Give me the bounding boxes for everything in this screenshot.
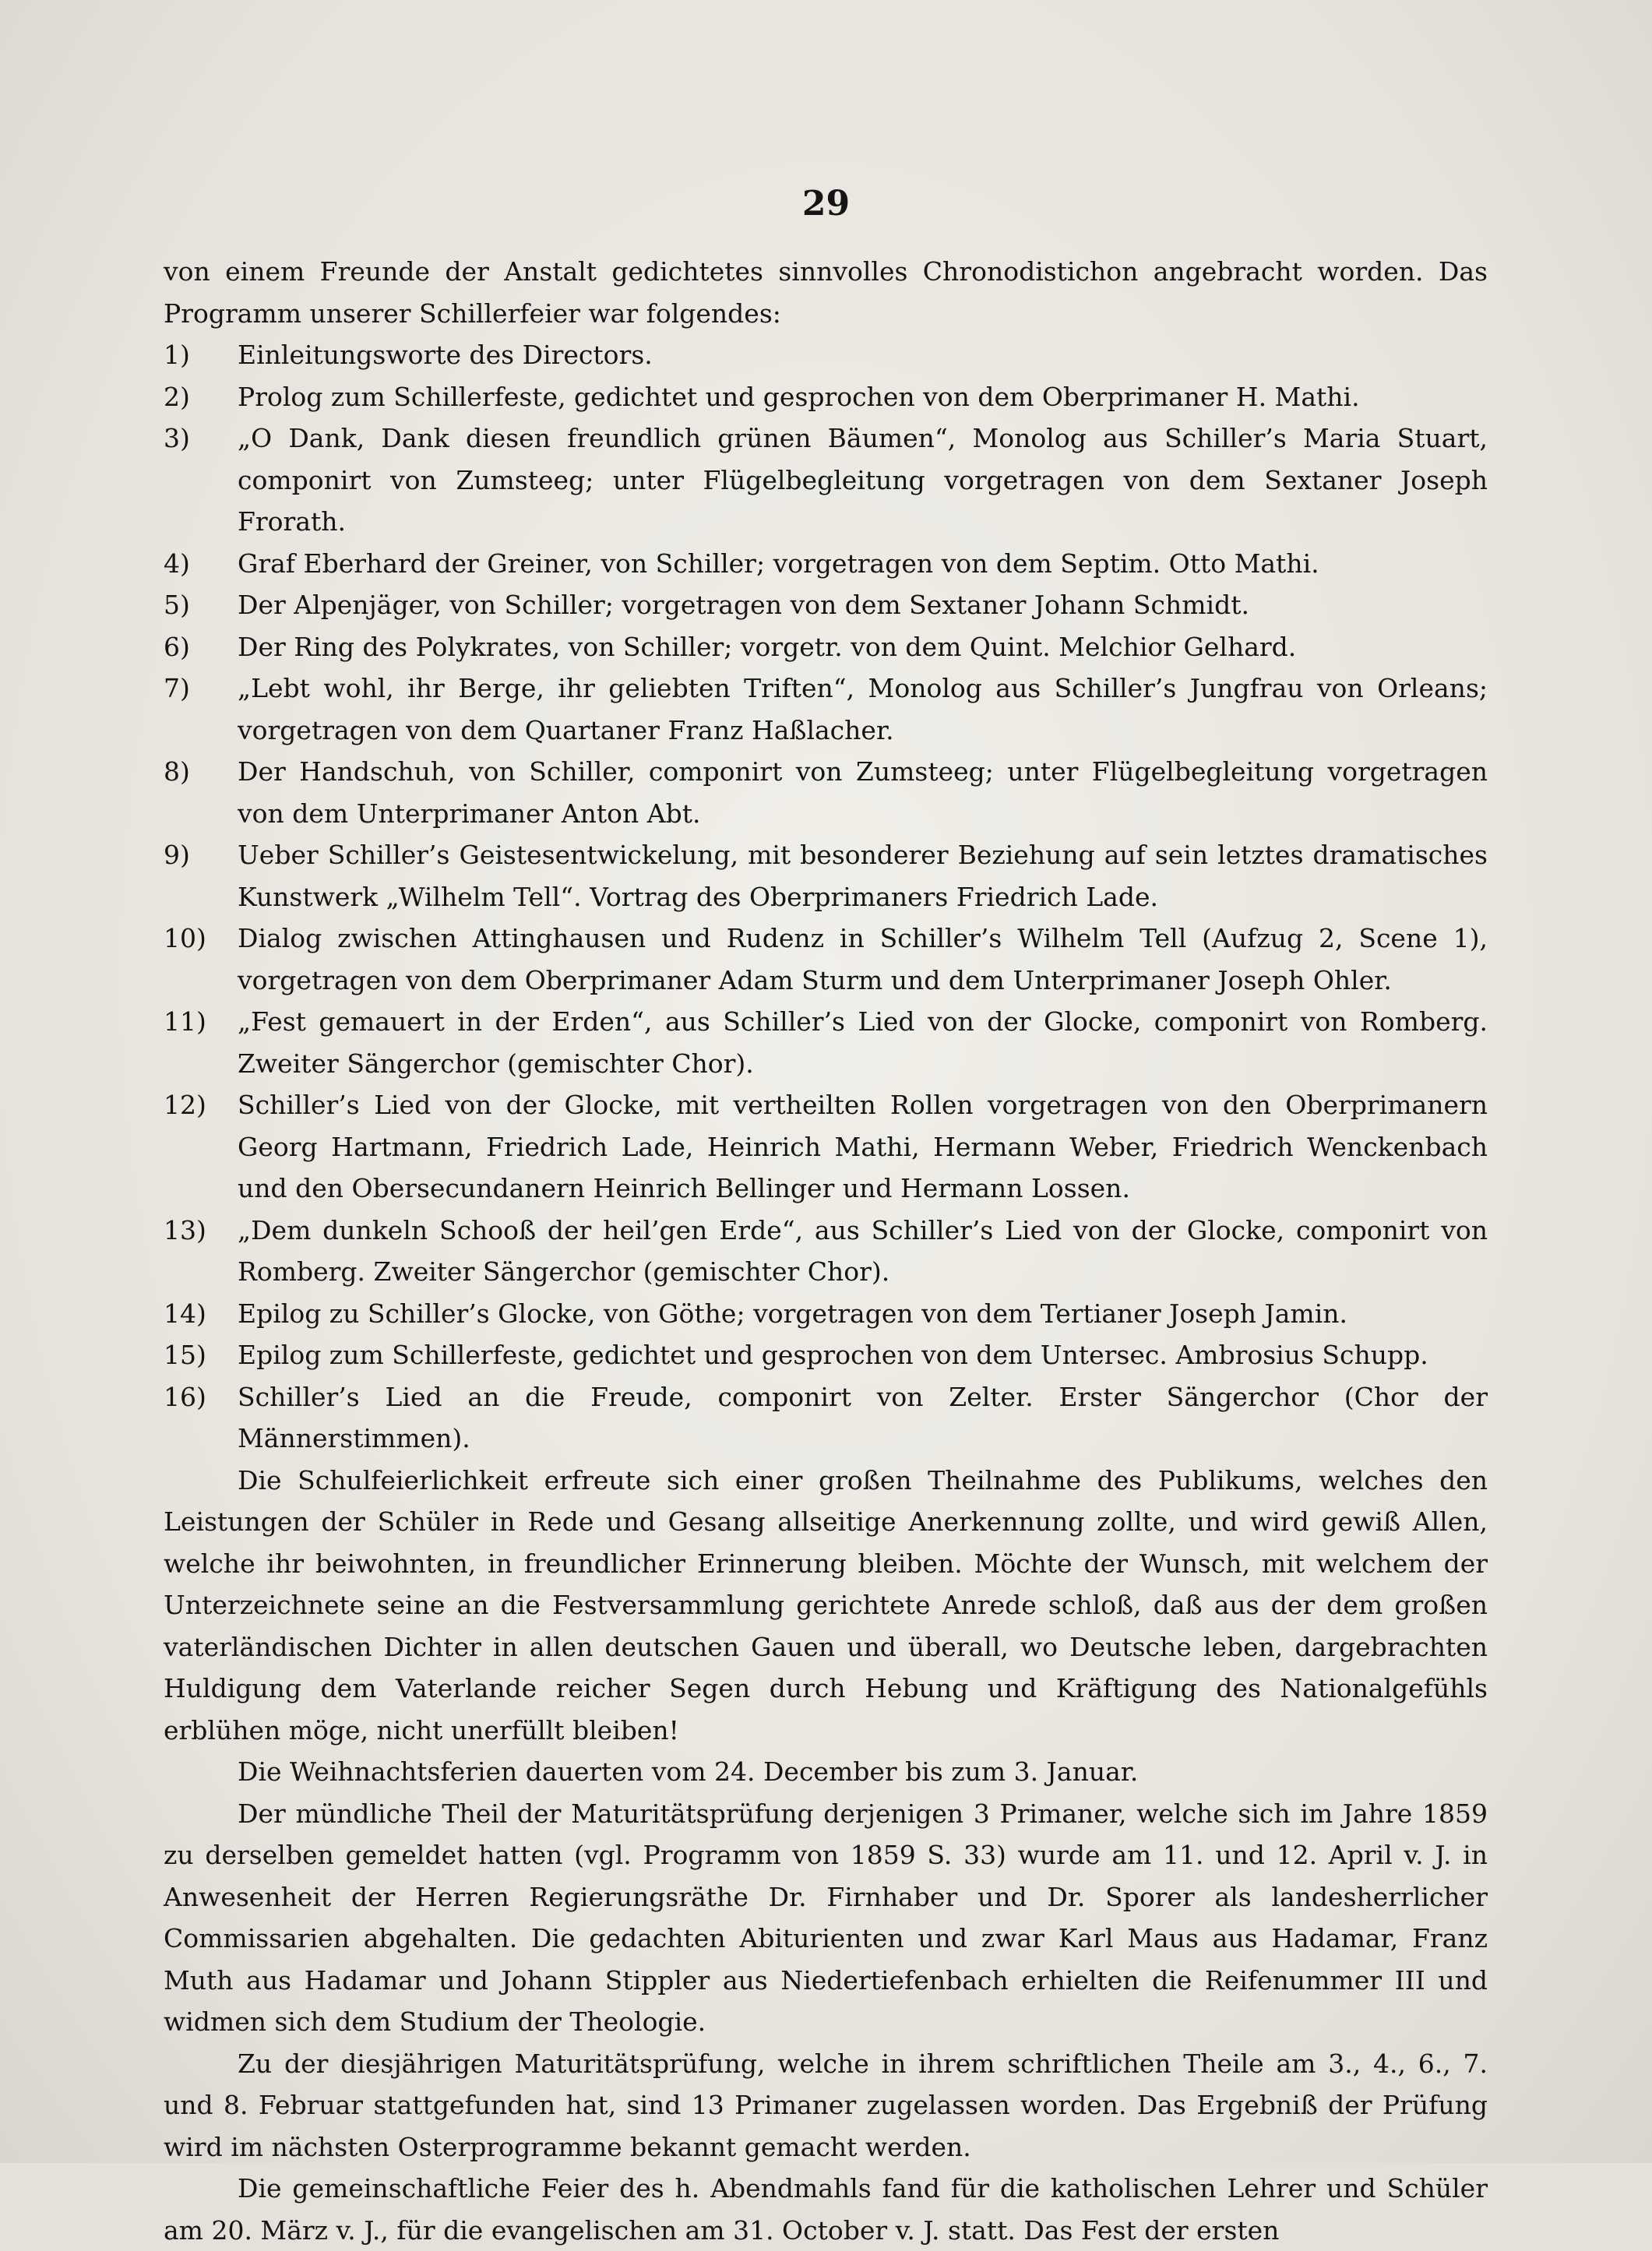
program-item-number: 7) [164,673,190,703]
program-item [164,918,1488,1001]
program-item-text: „Fest gemauert in der Erden“, aus Schiller’s Lied von der Glocke, componirt von Romberg. Zweiter Sängerchor (gemischter Chor). [238,1006,1488,1079]
program-item [164,1334,1488,1376]
program-item [164,668,1488,751]
program-item-number: 3) [164,423,190,453]
program-item-text: Prolog zum Schillerfeste, gedichtet und gesprochen von dem Oberprimaner H. Mathi. [238,381,1360,412]
program-item [164,751,1488,834]
body-paragraph: Die gemeinschaftliche Feier des h. Abendmahls fand für die katholischen Lehrer und Schüler am 20. März v. J., für die evangelischen am 31. October v. J. statt. Das Fest der ersten [164,2173,1488,2246]
program-item [164,834,1488,918]
program-item [164,1376,1488,1460]
program-item-text: Der Ring des Polykrates, von Schiller; vorgetr. von dem Quint. Melchior Gelhard. [238,631,1297,662]
program-item-number: 1) [164,340,190,370]
program-item-text: „Dem dunkeln Schooß der heil’gen Erde“, aus Schiller’s Lied von der Glocke, componirt von Romberg. Zweiter Sängerchor (gemischter Chor). [238,1214,1488,1287]
program-item [164,1210,1488,1293]
program-item [164,334,1488,376]
program-item [164,626,1488,668]
program-item-number: 5) [164,590,190,620]
program-item-number: 12) [164,1090,206,1120]
program-item-number: 14) [164,1298,206,1329]
body-paragraph: Die Weihnachtsferien dauerten vom 24. December bis zum 3. Januar. [238,1756,1139,1787]
program-item-text: Epilog zum Schillerfeste, gedichtet und gesprochen von dem Untersec. Ambrosius Schupp. [238,1340,1428,1370]
program-item-number: 13) [164,1214,206,1245]
program-item-text: Dialog zwischen Attinghausen und Rudenz in Schiller’s Wilhelm Tell (Aufzug 2, Scene 1), vorgetragen von dem Oberprimaner Adam Sturm und dem Unterprimaner Joseph Ohler. [238,923,1488,995]
program-item-number: 15) [164,1340,206,1370]
program-item-text: Der Alpenjäger, von Schiller; vorgetragen von dem Sextaner Johann Schmidt. [238,590,1249,620]
body-paragraph: Die Schulfeierlichkeit erfreute sich einer großen Theilnahme des Publikums, welches den Leistungen der Schüler in Rede und Gesang allseitige Anerkennung zollte, und wird gewiß Allen, welche ihr beiwohnten, in freundlicher Erinnerung bleiben. Möchte der Wunsch, mit welchem der Unterzeichnete seine an die Festversammlung gerichtete Anrede schloß, daß aus der dem großen vaterländischen Dichter in allen deutschen Gauen und überall, wo Deutsche leben, dargebrachten Huldigung dem Vaterlande reicher Segen durch Hebung und Kräftigung des Nationalgefühls erblühen möge, nicht unerfüllt bleiben! [164,1464,1488,1745]
program-item [164,1293,1488,1335]
program-item-number: 2) [164,381,190,412]
program-item-number: 10) [164,923,206,953]
program-item [164,1084,1488,1210]
program-item [164,417,1488,543]
program-item-number: 16) [164,1381,206,1412]
body-paragraph: Der mündliche Theil der Maturitätsprüfung derjenigen 3 Primaner, welche sich im Jahre 1859 zu derselben gemeldet hatten (vgl. Programm von 1859 S. 33) wurde am 11. und 12. April v. J. in Anwesenheit der Herren Regierungsräthe Dr. Firnhaber und Dr. Sporer als landesherrlicher Commissarien abgehalten. Die gedachten Abiturienten und zwar Karl Maus aus Hadamar, Franz Muth aus Hadamar und Johann Stippler aus Niedertiefenbach erhielten die Reifenummer III und widmen sich dem Studium der Theologie. [164,1798,1488,2037]
page-content [164,251,1488,2251]
program-item [164,1001,1488,1084]
intro-paragraph: von einem Freunde der Anstalt gedichtetes sinnvolles Chronodistichon angebracht worden. Das Programm unserer Schillerfeier war folgendes: [164,256,1488,329]
program-item-number: 8) [164,756,190,787]
program-item [164,584,1488,626]
program-item-text: Epilog zu Schiller’s Glocke, von Göthe; vorgetragen von dem Tertianer Joseph Jamin. [238,1298,1348,1329]
program-item-number: 6) [164,631,190,662]
program-item [164,376,1488,418]
program-item-number: 4) [164,548,190,579]
program-item-text: Ueber Schiller’s Geistesentwickelung, mit besonderer Beziehung auf sein letztes dramatisches Kunstwerk „Wilhelm Tell“. Vortrag des Oberprimaners Friedrich Lade. [238,840,1488,912]
program-item-text: Einleitungsworte des Directors. [238,340,653,370]
program-list [164,334,1488,1460]
program-item-number: 9) [164,840,190,870]
program-item-text: „O Dank, Dank diesen freundlich grünen Bäumen“, Monolog aus Schiller’s Maria Stuart, componirt von Zumsteeg; unter Flügelbegleitung vorgetragen von dem Sextaner Joseph Frorath. [238,423,1488,537]
page-number: 29 [801,184,851,224]
program-item-text: Der Handschuh, von Schiller, componirt von Zumsteeg; unter Flügelbegleitung vorgetragen von dem Unterprimaner Anton Abt. [238,756,1488,829]
program-item-text: „Lebt wohl, ihr Berge, ihr geliebten Triften“, Monolog aus Schiller’s Jungfrau von Orleans; vorgetragen von dem Quartaner Franz Haßlacher. [238,673,1488,745]
program-item-text: Schiller’s Lied an die Freude, componirt von Zelter. Erster Sängerchor (Chor der Männerstimmen). [238,1381,1488,1453]
program-item-number: 11) [164,1006,206,1037]
program-item [164,543,1488,585]
body-paragraph: Zu der diesjährigen Maturitätsprüfung, welche in ihrem schriftlichen Theile am 3., 4., 6., 7. und 8. Februar stattgefunden hat, sind 13 Primaner zugelassen worden. Das Ergebniß der Prüfung wird im nächsten Osterprogramme bekannt gemacht werden. [164,2048,1488,2162]
program-item-text: Schiller’s Lied von der Glocke, mit vertheilten Rollen vorgetragen von den Oberprimanern Georg Hartmann, Friedrich Lade, Heinrich Mathi, Hermann Weber, Friedrich Wenckenbach und den Obersecundanern Heinrich Bellinger und Hermann Lossen. [238,1090,1488,1203]
program-item-text: Graf Eberhard der Greiner, von Schiller; vorgetragen von dem Septim. Otto Mathi. [238,548,1319,579]
